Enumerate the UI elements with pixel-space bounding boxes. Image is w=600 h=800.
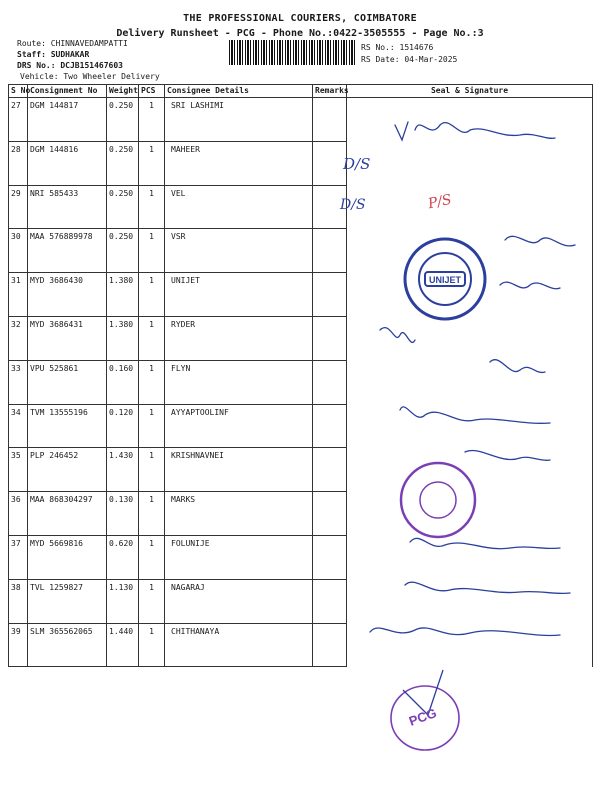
cell-weight: 0.250 bbox=[107, 185, 139, 229]
cell-remarks bbox=[313, 273, 347, 317]
rs-no-label: RS No.: bbox=[361, 43, 395, 52]
cell-sno: 39 bbox=[9, 623, 28, 667]
cell-sno: 34 bbox=[9, 404, 28, 448]
cell-consignee: KRISHNAVNEI bbox=[165, 448, 313, 492]
cell-weight: 0.620 bbox=[107, 535, 139, 579]
cell-consignment-no: MYD 3686430 bbox=[28, 273, 107, 317]
cell-consignment-no: MAA 576889978 bbox=[28, 229, 107, 273]
header-remarks: Remarks bbox=[313, 85, 347, 98]
cell-weight: 0.160 bbox=[107, 360, 139, 404]
cell-weight: 1.440 bbox=[107, 623, 139, 667]
cell-remarks bbox=[313, 316, 347, 360]
cell-consignment-no: TVL 1259827 bbox=[28, 579, 107, 623]
cell-weight: 0.120 bbox=[107, 404, 139, 448]
round-seal-icon bbox=[398, 460, 478, 540]
table-header-row bbox=[9, 85, 593, 98]
vehicle-line: Vehicle: Two Wheeler Delivery bbox=[20, 72, 160, 81]
unijet-stamp bbox=[402, 236, 488, 322]
cell-weight: 1.380 bbox=[107, 316, 139, 360]
staff-value: SUDHAKAR bbox=[50, 50, 90, 59]
cell-pcs: 1 bbox=[139, 360, 165, 404]
cell-sno: 32 bbox=[9, 316, 28, 360]
cell-consignment-no: SLM 365562065 bbox=[28, 623, 107, 667]
cell-consignment-no: DGM 144817 bbox=[28, 98, 107, 142]
cell-weight: 1.130 bbox=[107, 579, 139, 623]
signature-row-32 bbox=[380, 328, 415, 343]
cell-consignment-no: DGM 144816 bbox=[28, 141, 107, 185]
cell-sno: 35 bbox=[9, 448, 28, 492]
route-label: Route: bbox=[17, 39, 46, 48]
rs-date-line bbox=[361, 55, 457, 64]
cell-weight: 1.380 bbox=[107, 273, 139, 317]
cell-remarks bbox=[313, 229, 347, 273]
staff-label: Staff: bbox=[17, 50, 46, 59]
cell-consignee: VEL bbox=[165, 185, 313, 229]
header-weight: Weight bbox=[107, 85, 139, 98]
pcg-stamp-text: PCG bbox=[406, 705, 439, 729]
cell-remarks bbox=[313, 623, 347, 667]
cell-consignment-no: MAA 868304297 bbox=[28, 492, 107, 536]
cell-sno: 29 bbox=[9, 185, 28, 229]
cell-pcs: 1 bbox=[139, 98, 165, 142]
cell-weight: 0.250 bbox=[107, 141, 139, 185]
cell-pcs: 1 bbox=[139, 185, 165, 229]
cell-remarks bbox=[313, 492, 347, 536]
cell-consignee: AYYAPTOOLINF bbox=[165, 404, 313, 448]
cell-consignee: VSR bbox=[165, 229, 313, 273]
cell-remarks bbox=[313, 579, 347, 623]
cell-pcs: 1 bbox=[139, 316, 165, 360]
rs-no-line bbox=[361, 43, 433, 52]
company-title: THE PROFESSIONAL COURIERS, COIMBATORE bbox=[183, 13, 417, 24]
cell-pcs: 1 bbox=[139, 448, 165, 492]
runsheet-title: Delivery Runsheet - PCG - Phone No.:0422-3505555 - Page No.:3 bbox=[116, 28, 484, 39]
cell-consignee: SRI LASHIMI bbox=[165, 98, 313, 142]
signature-row-35 bbox=[465, 450, 550, 460]
signature-row-27 bbox=[395, 122, 555, 140]
signature-row-39b bbox=[370, 628, 560, 636]
cell-consignment-no: VPU 525861 bbox=[28, 360, 107, 404]
cell-consignment-no: PLP 246452 bbox=[28, 448, 107, 492]
cell-consignment-no: NRI 585433 bbox=[28, 185, 107, 229]
cell-remarks bbox=[313, 98, 347, 142]
header-consignee: Consignee Details bbox=[165, 85, 313, 98]
signature-row-30 bbox=[505, 236, 575, 246]
signature-row-31 bbox=[500, 282, 560, 289]
rs-date-label: RS Date: bbox=[361, 55, 400, 64]
cell-remarks bbox=[313, 448, 347, 492]
cell-sno: 28 bbox=[9, 141, 28, 185]
cell-consignee: RYDER bbox=[165, 316, 313, 360]
cell-consignee: MARKS bbox=[165, 492, 313, 536]
cell-pcs: 1 bbox=[139, 141, 165, 185]
cell-weight: 1.430 bbox=[107, 448, 139, 492]
cell-pcs: 1 bbox=[139, 623, 165, 667]
cell-weight: 0.250 bbox=[107, 98, 139, 142]
header-consignment: Consignment No bbox=[28, 85, 107, 98]
cell-consignee: UNIJET bbox=[165, 273, 313, 317]
cell-sno: 27 bbox=[9, 98, 28, 142]
pcg-stamp bbox=[383, 670, 473, 755]
cell-remarks bbox=[313, 404, 347, 448]
signature-row-39a bbox=[405, 582, 570, 593]
signature-ink bbox=[370, 100, 595, 660]
cell-remarks bbox=[313, 360, 347, 404]
cell-consignee: NAGARAJ bbox=[165, 579, 313, 623]
cell-sno: 38 bbox=[9, 579, 28, 623]
cell-consignment-no: TVM 13555196 bbox=[28, 404, 107, 448]
cell-remarks bbox=[313, 141, 347, 185]
staff-line bbox=[17, 50, 89, 59]
header-pcs: PCS bbox=[139, 85, 165, 98]
drs-line bbox=[17, 61, 123, 70]
signature-row-34 bbox=[400, 407, 550, 423]
cell-pcs: 1 bbox=[139, 273, 165, 317]
remarks-ds-2: D/S bbox=[340, 197, 366, 213]
cell-consignment-no: MYD 3686431 bbox=[28, 316, 107, 360]
cell-pcs: 1 bbox=[139, 492, 165, 536]
cell-sno: 36 bbox=[9, 492, 28, 536]
cell-sno: 37 bbox=[9, 535, 28, 579]
rs-no-value: 1514676 bbox=[399, 43, 434, 52]
cell-consignee: FLYN bbox=[165, 360, 313, 404]
cell-sno: 33 bbox=[9, 360, 28, 404]
cell-consignee: MAHEER bbox=[165, 141, 313, 185]
cell-consignee: CHITHANAYA bbox=[165, 623, 313, 667]
cell-sno: 30 bbox=[9, 229, 28, 273]
barcode bbox=[229, 40, 356, 65]
rs-date-value: 04-Mar-2025 bbox=[404, 55, 458, 64]
drs-value: DCJB151467603 bbox=[60, 61, 123, 70]
route-value: CHINNAVEDAMPATTI bbox=[50, 39, 128, 48]
unijet-stamp-text: UNIJET bbox=[428, 275, 462, 285]
cell-pcs: 1 bbox=[139, 579, 165, 623]
drs-label: DRS No.: bbox=[17, 61, 56, 70]
header-signature: Seal & Signature bbox=[347, 85, 593, 98]
cell-pcs: 1 bbox=[139, 229, 165, 273]
cell-pcs: 1 bbox=[139, 404, 165, 448]
cell-consignee: FOLUNIJE bbox=[165, 535, 313, 579]
signature-row-33 bbox=[490, 360, 545, 373]
remarks-ds-1: D/S bbox=[343, 155, 371, 173]
remarks-ps: P/S bbox=[426, 191, 454, 213]
route-line bbox=[17, 39, 128, 48]
cell-consignment-no: MYD 5669816 bbox=[28, 535, 107, 579]
cell-pcs: 1 bbox=[139, 535, 165, 579]
cell-sno: 31 bbox=[9, 273, 28, 317]
cell-weight: 0.250 bbox=[107, 229, 139, 273]
cell-remarks bbox=[313, 535, 347, 579]
header-sno: S No bbox=[9, 85, 28, 98]
cell-weight: 0.130 bbox=[107, 492, 139, 536]
